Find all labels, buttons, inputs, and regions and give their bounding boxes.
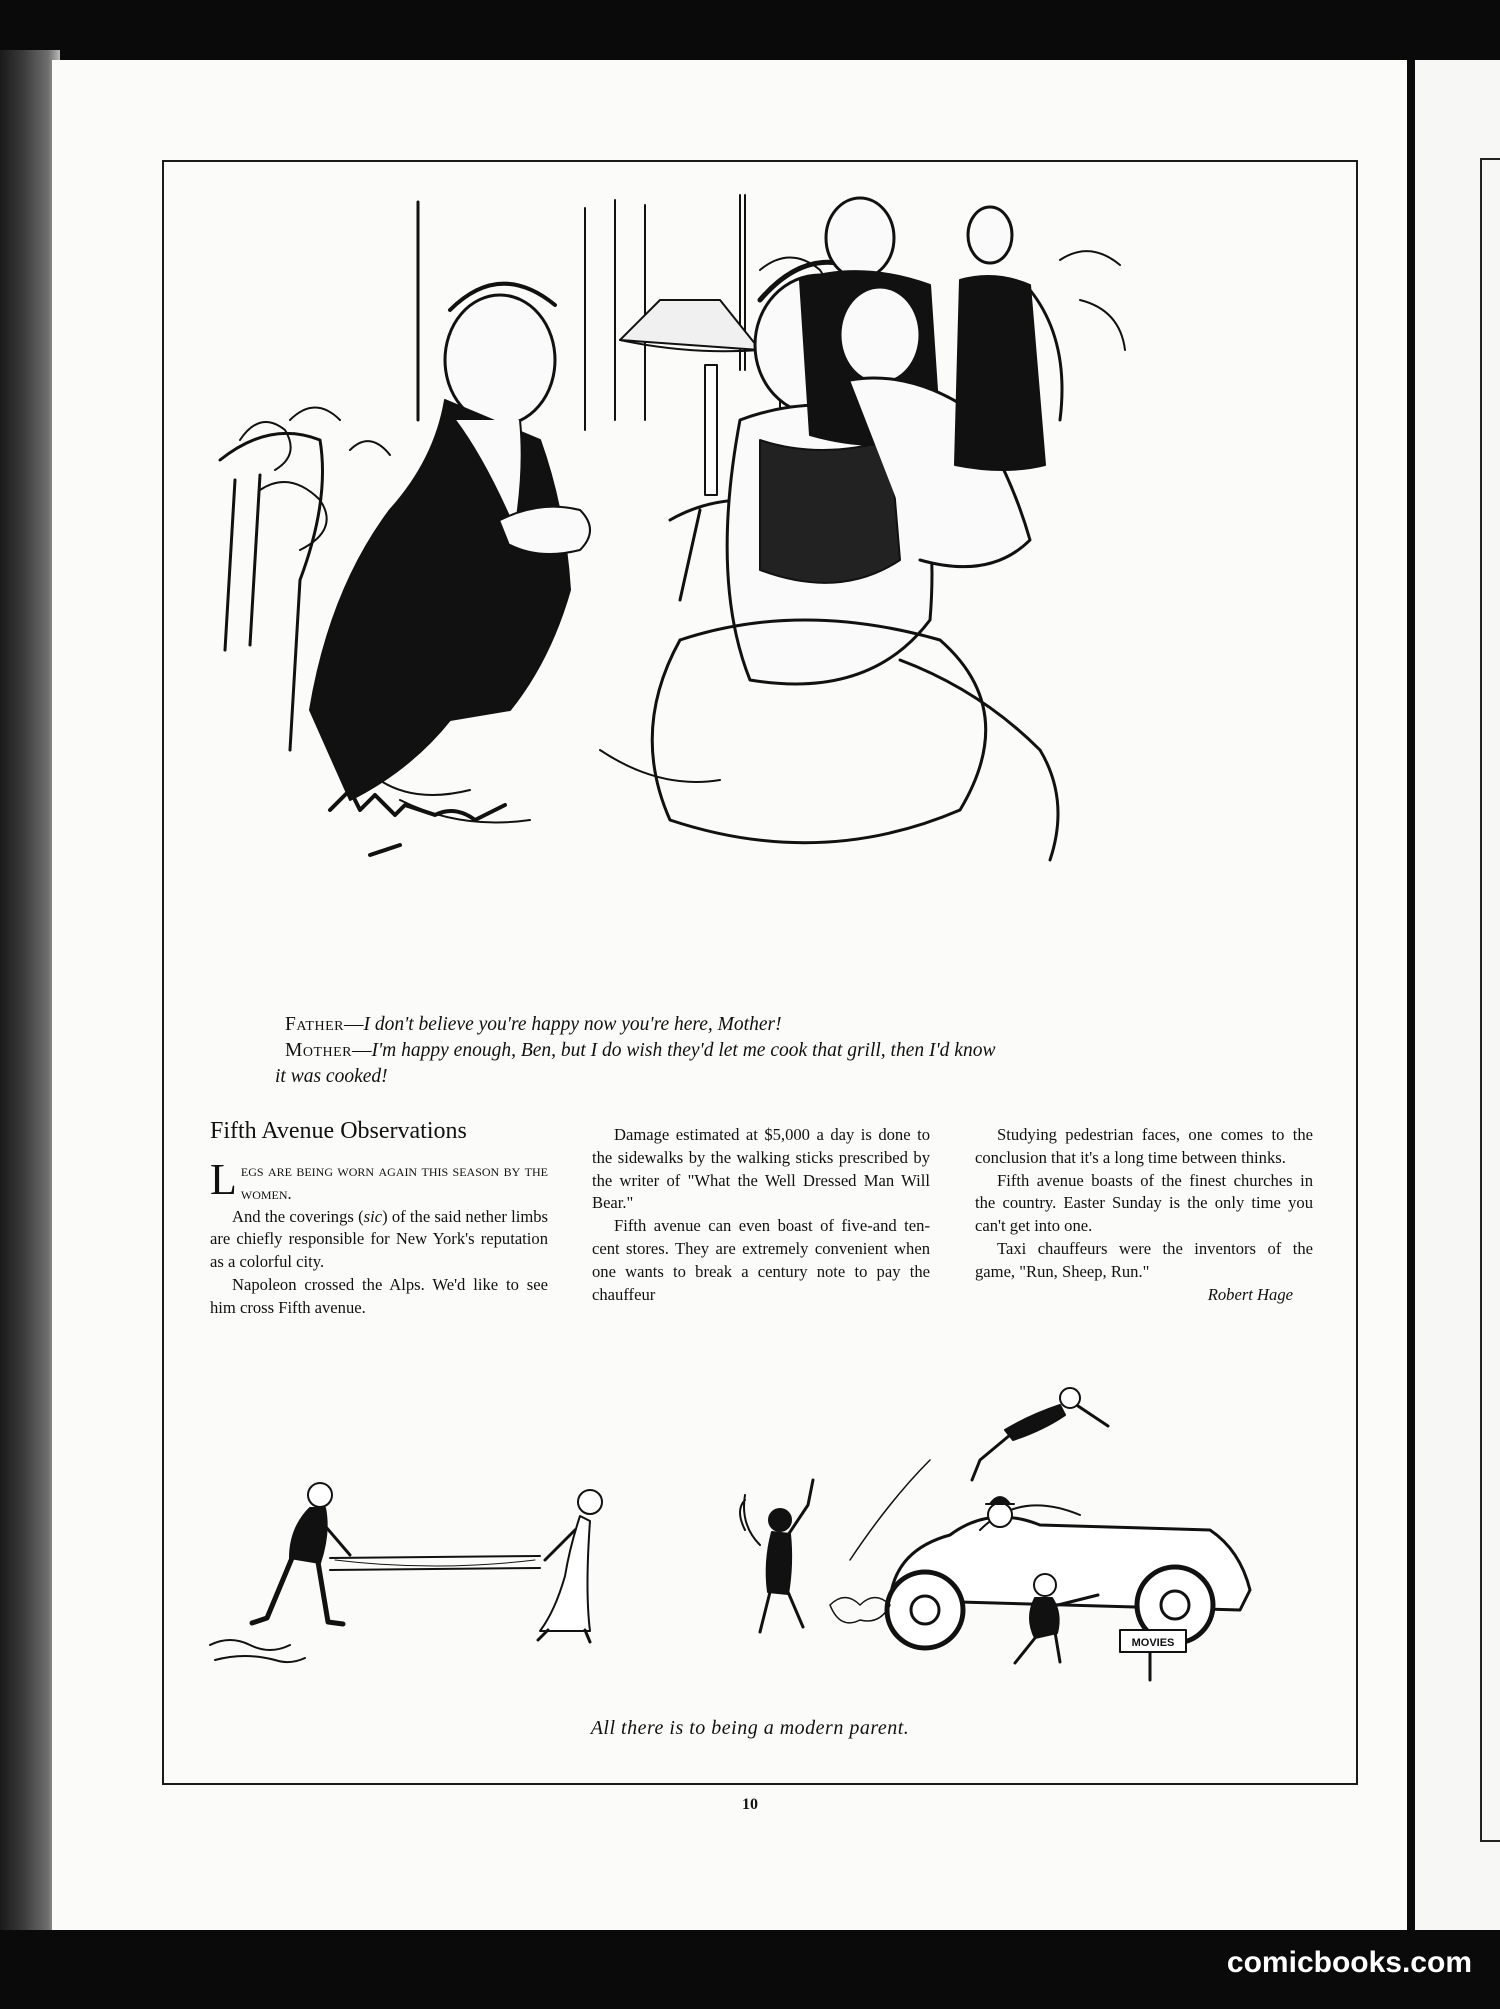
column-1-paragraph-1-text: egs are being worn again this season by the women. xyxy=(240,1161,548,1203)
column-2-paragraph-2: Fifth avenue can even boast of five-and ten-cent stores. They are extremely convenient when one wants to break a century note to pay the chauffeur xyxy=(592,1216,930,1304)
column-1-paragraph-1 xyxy=(210,1155,548,1206)
movies-sign-text: MOVIES xyxy=(1131,1637,1175,1649)
article-title: Fifth Avenue Observations xyxy=(210,1118,467,1144)
article-column-1 xyxy=(210,1155,549,1320)
book-binding xyxy=(0,50,60,1930)
article-column-2 xyxy=(592,1124,930,1306)
mother-dialog: I'm happy enough, Ben, but I do wish they'd let me cook that grill, then I'd know xyxy=(371,1040,996,1061)
site-watermark: comicbooks.com xyxy=(1226,1946,1472,1979)
dinner-scene-illustration xyxy=(200,190,1260,1010)
cartoon-caption: All there is to being a modern parent. xyxy=(590,1717,910,1739)
column-3-paragraph-1: Studying pedestrian faces, one comes to the conclusion that it's a long time between thinks. xyxy=(975,1125,1313,1167)
mother-caption-line: Mother—I'm happy enough, Ben, but I do wish they'd let me cook that grill, then I'd know xyxy=(285,1040,996,1061)
column-2-paragraph-1: Damage estimated at $5,000 a day is done to the sidewalks by the walking sticks prescribed by the writer of "What the Well Dressed Man Will Bear." xyxy=(592,1125,930,1213)
article-column-3 xyxy=(975,1124,1313,1306)
column-1-paragraph-2: And the coverings (sic) of the said nether limbs are chiefly responsible for New York's reputation as a colorful city. xyxy=(210,1206,549,1272)
mother-speaker: Mother xyxy=(285,1040,353,1061)
next-page-edge xyxy=(1415,60,1500,1930)
column-3-paragraph-2: Fifth avenue boasts of the finest churches in the country. Easter Sunday is the only time you can't get into one. xyxy=(975,1170,1313,1236)
illustration-caption xyxy=(275,1012,1245,1090)
father-speaker: Father xyxy=(285,1014,344,1035)
column-3-paragraph-3: Taxi chauffeurs were the inventors of the game, "Run, Sheep, Run." xyxy=(975,1238,1313,1281)
column-1-paragraph-3: Napoleon crossed the Alps. We'd like to see him cross Fifth avenue. xyxy=(210,1274,548,1317)
drop-cap: L xyxy=(210,1155,237,1204)
father-caption-line: Father—I don't believe you're happy now you're here, Mother! xyxy=(285,1014,782,1035)
mother-dialog-continued: it was cooked! xyxy=(275,1066,388,1087)
modern-parent-cartoon xyxy=(200,1380,1320,1690)
article-author: Robert Hage xyxy=(1207,1284,1293,1304)
father-dialog: I don't believe you're happy now you're here, Mother! xyxy=(363,1014,782,1035)
page-number: 10 xyxy=(742,1796,758,1813)
